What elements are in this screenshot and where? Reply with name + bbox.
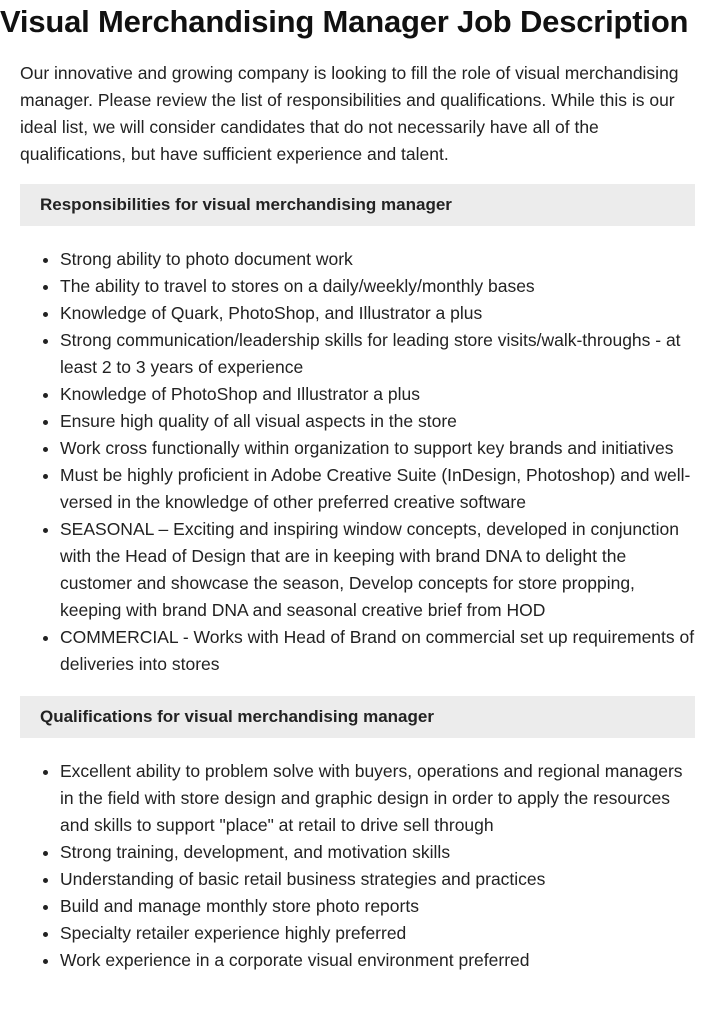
responsibilities-list xyxy=(20,246,695,678)
qualifications-heading: Qualifications for visual merchandising manager xyxy=(20,696,695,738)
responsibilities-heading: Responsibilities for visual merchandising manager xyxy=(20,184,695,226)
list-item: • Strong ability to photo document work xyxy=(60,246,695,273)
list-item: • Knowledge of PhotoShop and Illustrator a plus xyxy=(60,381,695,408)
list-item: • Excellent ability to problem solve with buyers, operations and regional managers in the field with store design and graphic design in order to apply the resources and skills to support "place" at retail to drive sell through xyxy=(60,758,695,839)
list-item: • SEASONAL – Exciting and inspiring window concepts, developed in conjunction with the Head of Design that are in keeping with brand DNA to delight the customer and showcase the season, Develop concepts for store propping, keeping with brand DNA and seasonal creative brief from HOD xyxy=(60,516,695,624)
list-item: • The ability to travel to stores on a daily/weekly/monthly bases xyxy=(60,273,695,300)
list-item: • Ensure high quality of all visual aspects in the store xyxy=(60,408,695,435)
list-item: • Must be highly proficient in Adobe Creative Suite (InDesign, Photoshop) and well-versed in the knowledge of other preferred creative software xyxy=(60,462,695,516)
list-item: • Strong communication/leadership skills for leading store visits/walk-throughs - at least 2 to 3 years of experience xyxy=(60,327,695,381)
list-item: • Work experience in a corporate visual environment preferred xyxy=(60,947,695,974)
list-item: • Work cross functionally within organization to support key brands and initiatives xyxy=(60,435,695,462)
list-item: • Strong training, development, and motivation skills xyxy=(60,839,695,866)
list-item: • Understanding of basic retail business strategies and practices xyxy=(60,866,695,893)
list-item: • Build and manage monthly store photo reports xyxy=(60,893,695,920)
list-item: • Specialty retailer experience highly preferred xyxy=(60,920,695,947)
list-item: • COMMERCIAL - Works with Head of Brand on commercial set up requirements of deliveries into stores xyxy=(60,624,695,678)
qualifications-list xyxy=(20,758,695,974)
page-title: Visual Merchandising Manager Job Description xyxy=(0,4,689,39)
list-item: • Knowledge of Quark, PhotoShop, and Illustrator a plus xyxy=(60,300,695,327)
intro-paragraph: Our innovative and growing company is looking to fill the role of visual merchandising manager. Please review the list of responsibilities and qualifications. While this is our ideal list, we will consider candidates that do not necessarily have all of the qualifications, but have sufficient experience and talent. xyxy=(20,63,679,164)
